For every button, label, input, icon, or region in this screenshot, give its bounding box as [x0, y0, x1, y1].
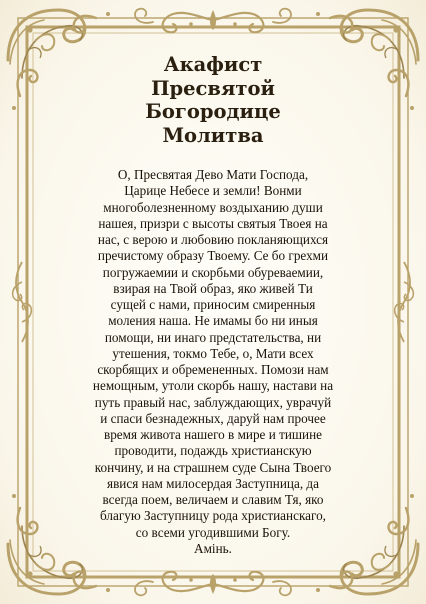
prayer-line: явися нам милосердая Заступница, да	[107, 475, 319, 491]
prayer-line: благую Заступницу рода христианскаго,	[100, 508, 326, 524]
title-line: Молитва	[162, 123, 264, 147]
prayer-line: Царице Небесе и земли! Вонми	[124, 183, 302, 199]
prayer-line: проводити, подаждь христианскую	[114, 443, 312, 459]
prayer-line: кончину, и на страшнем суде Сына Твоего	[94, 459, 332, 475]
title-line: Пресвятой	[151, 76, 275, 100]
ornament-top-icon	[135, 9, 291, 33]
prayer-line: время живота нашего в мире и тишине	[103, 427, 323, 442]
ornament-corner-icon	[316, 10, 418, 110]
page-title	[100, 53, 326, 147]
prayer-text	[40, 167, 386, 557]
ornament-corner-icon	[8, 10, 110, 110]
prayer-line: нас, с верою и любовию покланяющихся	[97, 232, 329, 247]
prayer-line-amen: Амінь.	[194, 540, 232, 556]
prayer-line: со всеми угодившими Богу.	[135, 524, 291, 540]
prayer-line: взирая на Твой образ, яко живей Ти	[113, 280, 313, 296]
prayer-line: утешения, токмо Тебе, о, Мати всех	[112, 345, 314, 361]
prayer-line: О, Пресвятая Дево Мати Господа,	[117, 167, 309, 182]
prayer-line: и спаси безнадежных, даруй нам прочее	[100, 410, 326, 426]
title-line: Акафист	[163, 53, 263, 76]
prayer-line: всегда поем, величаем и славим Тя, яко	[102, 492, 324, 507]
prayer-line: нашея, призри с высоты святыя Твоея на	[98, 215, 328, 231]
prayer-line: моления наша. Не имамы бо ни иныя	[108, 313, 318, 329]
prayer-line: погружаемии и скорбьми обуреваемии,	[102, 264, 324, 280]
prayer-line: пречистому образу Твоему. Се бо грехми	[97, 248, 329, 264]
prayer-line: помощи, ни инаго предстательства, ни	[104, 329, 322, 345]
prayer-line: немощным, утоли скорбь нашу, настави на	[92, 378, 334, 394]
prayer-line: путь правый нас, заблуждающих, уврачуй	[94, 394, 332, 410]
prayer-line: сущей с нами, приносим смиренныя	[110, 297, 316, 312]
prayer-line: многоболезненному воздыханию души	[103, 199, 323, 215]
ornament-side-icon	[13, 262, 32, 342]
ornament-side-icon	[395, 262, 414, 342]
title-line: Богородице	[145, 100, 281, 123]
prayer-line: скорбящих и обремененных. Помози нам	[97, 362, 329, 377]
ornament-bottom-icon	[135, 572, 291, 596]
